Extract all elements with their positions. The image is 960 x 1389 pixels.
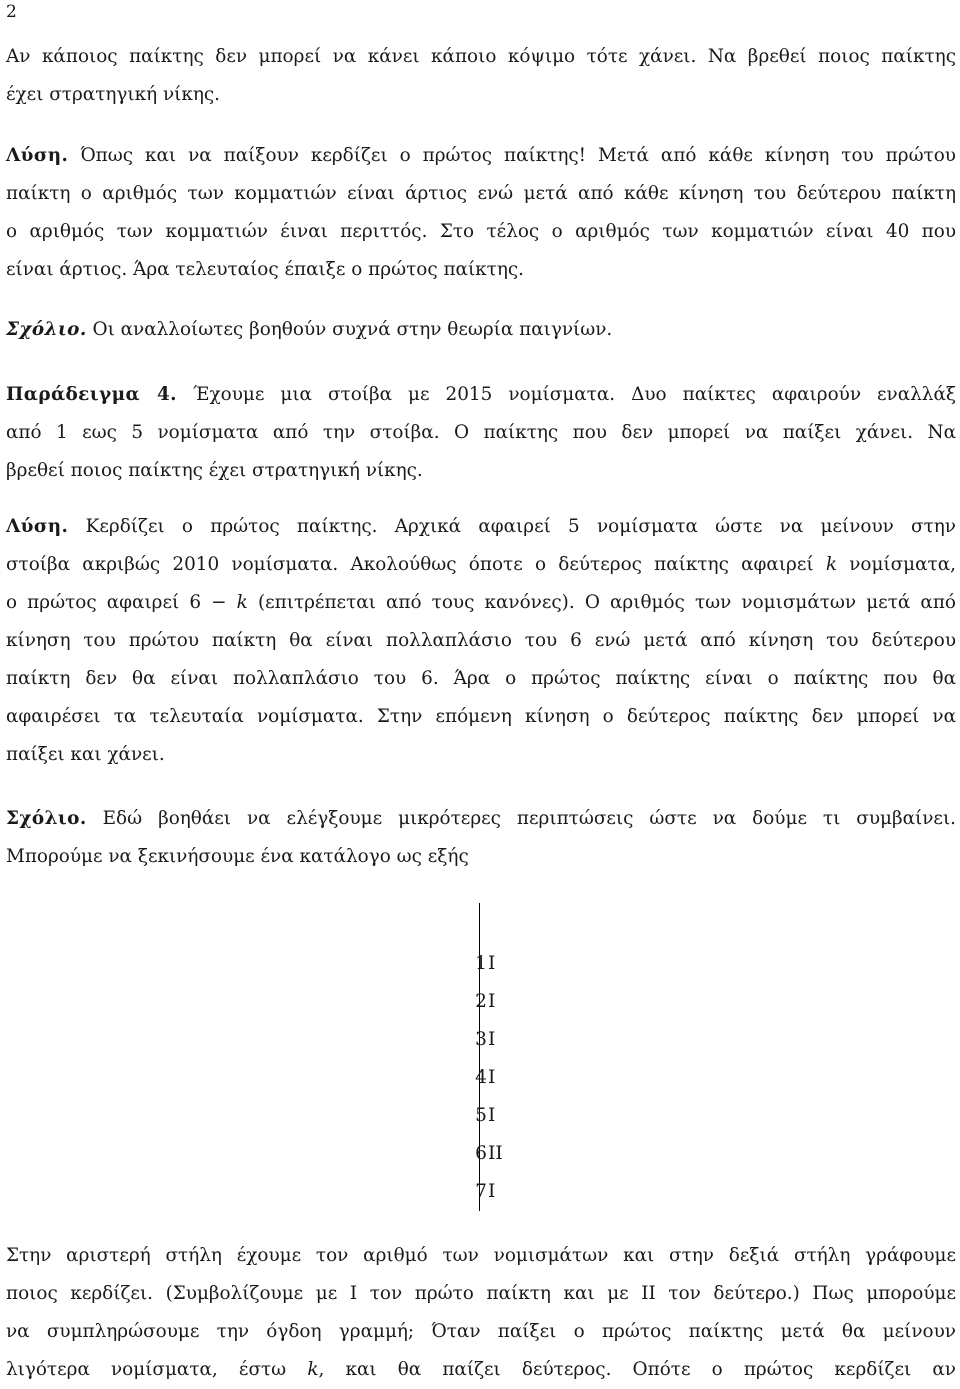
solution-label: Λύση. [6,516,69,537]
text-line: ο αριθμός των κομματιών έιναι περιττός. Στο τέλος ο αριθμός των κομματιών είναι 40 που [6,221,956,242]
winner-cell: I [488,1181,496,1202]
text-line [6,1351,956,1389]
text-line [6,800,956,838]
table-row [420,983,540,1021]
solution-paragraph-1 [6,137,956,289]
explanation-paragraph [6,1237,956,1389]
text-line: Στην αριστερή στήλη έχουμε τον αριθμό των νομισμάτων και στην δεξιά στήλη γράφουμε [6,1245,956,1266]
text-line [6,137,956,175]
text-line: παίκτη ο αριθμός των κομματιών είναι άρτιος ενώ μετά από κάθε κίνηση του δεύτερου παίκτη [6,183,956,204]
text-fragment: Κερδίζει ο πρώτος παίκτης. Αρχικά αφαιρεί 5 νομίσματα ώστε να μείνουν στην [68,516,956,537]
text-fragment: λιγότερα νομίσματα, έστω [6,1359,308,1380]
table-row [420,1021,540,1059]
table-row [420,1135,540,1173]
table-row [420,1059,540,1097]
text-fragment: στοίβα ακριβώς 2010 νομίσματα. Ακολούθως όποτε ο δεύτερος παίκτης αφαιρεί [6,554,826,575]
text-line: βρεθεί ποιος παίκτης έχει στρατηγική νίκης. [6,460,423,481]
winner-cell: I [488,953,496,974]
text-line: έχει στρατηγική νίκης. [6,84,221,105]
comment-paragraph-2 [6,800,956,876]
page-number: 2 [6,2,17,22]
table-row [420,945,540,983]
example-label: Παράδειγμα 4. [6,384,177,405]
text-fragment: Οι αναλλοίωτες βοηθούν συχνά στην θεωρία παιγνίων. [86,319,613,340]
coin-count-cell: 7 [475,1181,487,1202]
text-line: είναι άρτιος. Άρα τελευταίος έπαιξε ο πρώτος παίκτης. [6,259,525,280]
coin-count-cell: 2 [475,991,487,1012]
table-row [420,1097,540,1135]
text-fragment: , και θα παίζει δεύτερος. Οπότε ο πρώτος κερδίζει αν [318,1359,956,1380]
text-line: αφαιρέσει τα τελευταία νομίσματα. Στην επόμενη κίνηση ο δεύτερος παίκτης δεν μπορεί να [6,706,956,727]
example-4-paragraph [6,376,956,490]
text-fragment: Έχουμε μια στοίβα με 2015 νομίσματα. Δυο παίκτες αφαιρούν εναλλάξ [176,384,956,405]
solution-paragraph-2 [6,508,956,774]
text-line: παίκτη δεν θα είναι πολλαπλάσιο του 6. Άρα ο πρώτος παίκτης είναι ο παίκτης που θα [6,668,956,689]
table-row [420,1173,540,1211]
math-var-k: k [825,554,837,575]
math-var-k: k [307,1359,319,1380]
text-line: από 1 εως 5 νομίσματα από την στοίβα. Ο παίκτης που δεν μπορεί να παίξει χάνει. Να [6,422,956,443]
coin-count-cell: 5 [475,1105,487,1126]
coin-count-cell: 4 [475,1067,487,1088]
coin-count-cell: 1 [475,953,487,974]
text-fragment: Εδώ βοηθάει να ελέγξουμε μικρότερες περιπτώσεις ώστε να δούμε τι συμβαίνει. [86,808,956,829]
text-line: να συμπληρώσουμε την όγδοη γραμμή; Όταν παίξει ο πρώτος παίκτης μετά θα μείνουν [6,1321,956,1342]
winner-cell: I [488,991,496,1012]
text-fragment: ο πρώτος αφαιρεί 6 − [6,592,237,613]
text-line [6,376,956,414]
text-fragment: (επιτρέπεται από τους κανόνες). Ο αριθμός των νομισμάτων μετά από [247,592,956,613]
winner-cell: I [488,1067,496,1088]
text-fragment: Όπως και να παίξουν κερδίζει ο πρώτος παίκτης! Μετά από κάθε κίνηση του πρώτου [68,145,956,166]
text-fragment: νομίσματα, [836,554,956,575]
problem-statement-paragraph [6,38,956,114]
math-var-k: k [236,592,248,613]
comment-paragraph-1 [6,311,956,349]
winner-cell: I [488,1105,496,1126]
comment-label: Σχόλιο. [6,319,87,340]
text-line: ποιος κερδίζει. (Συμβολίζουμε με I τον πρώτο παίκτη και με II τον δεύτερο.) Πως μπορούμε [6,1283,956,1304]
text-line: Μπορούμε να ξεκινήσουμε ένα κατάλογο ως εξής [6,846,469,867]
coin-count-cell: 6 [475,1143,487,1164]
text-line [6,584,956,622]
text-line: παίξει και χάνει. [6,744,165,765]
text-line [6,508,956,546]
text-line: κίνηση του πρώτου παίκτη θα είναι πολλαπλάσιο του 6 ενώ μετά από κίνηση του δεύτερου [6,630,956,651]
winner-cell: I [488,1029,496,1050]
coin-count-cell: 3 [475,1029,487,1050]
text-line [6,546,956,584]
comment-label: Σχόλιο. [6,808,87,829]
winner-cell: II [488,1143,503,1164]
text-line: Αν κάποιος παίκτης δεν μπορεί να κάνει κάποιο κόψιμο τότε χάνει. Να βρεθεί ποιος παίκτης [6,46,956,67]
text-line [6,311,956,349]
solution-label: Λύση. [6,145,69,166]
